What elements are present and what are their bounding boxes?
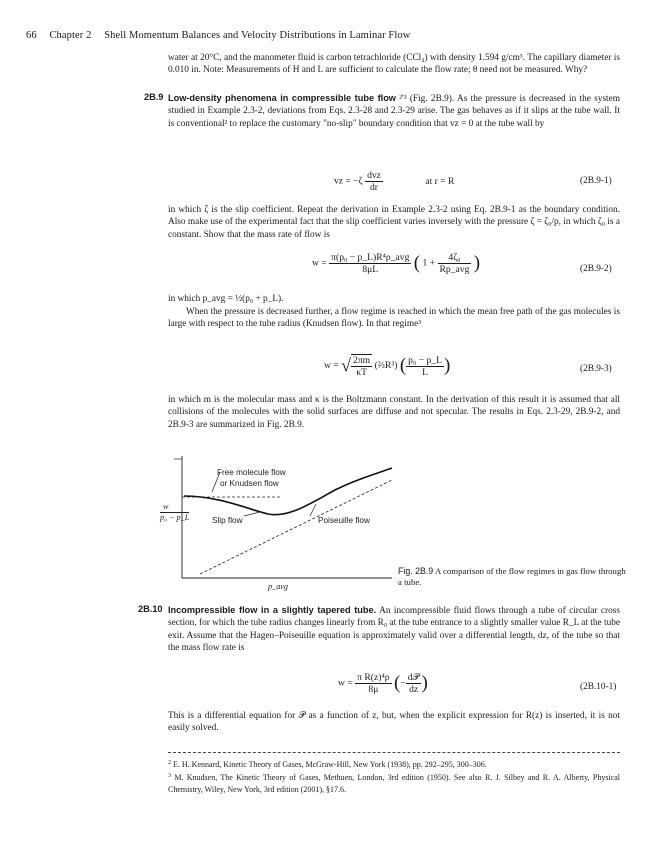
problem-number-2b9: 2B.9 <box>144 92 164 102</box>
chapter-label: Chapter 2 <box>49 30 92 41</box>
running-header <box>26 30 410 41</box>
eq2-paren-open: ( <box>413 252 421 274</box>
eq4-number: (2B.10-1) <box>580 682 617 692</box>
eq3-number: (2B.9-3) <box>580 364 612 374</box>
problem-2b9-para4-text: When the pressure is decreased further, a flow regime is reached in which the mean free path of the gas molecules is large with respect to the tube radius (Knudsen flow). In that regime³ <box>168 307 620 330</box>
eq4-minus: − <box>400 677 406 689</box>
eq4-num: π R(z)⁴ρ <box>357 672 390 683</box>
x-axis-label: p_avg <box>268 582 289 591</box>
label-poiseuille-flow: Poiseuille flow <box>318 516 370 525</box>
problem-2b10-para1 <box>168 604 620 655</box>
footnote-3-index: 3 <box>168 773 171 779</box>
problem-2b10-title: Incompressible flow in a slightly tapered tube. <box>168 605 377 615</box>
eq3-root-den: κT <box>351 366 372 378</box>
problem-2b10-para2-text: This is a differential equation for 𝒫 as a function of z, but, when the explicit expression for R(z) is inserted, it is not easily solved. <box>168 711 620 734</box>
problem-2b9-para5-text: in which m is the molecular mass and κ is the Boltzmann constant. In the derivation of this result it is assumed that all collisions of the molecules with the solid surfaces are diffuse and not specular. The results in Eqs. 2.3-29, 2B.9-2, and 2B.9-3 are summarized in Fig. 2B.9. <box>168 395 620 430</box>
problem-2b9-para2 <box>168 204 620 241</box>
flow-curve <box>184 468 392 515</box>
eq3-p-fraction <box>406 355 444 378</box>
eq4-paren-open: ( <box>393 672 401 694</box>
problem-2b9-para3-text: in which p_avg = ½(p₀ + p_L). <box>168 294 284 304</box>
eq3-paren-open: ( <box>399 355 407 376</box>
equation-2b9-3 <box>324 354 450 378</box>
footnote-3 <box>168 773 620 795</box>
eq2-fraction <box>329 252 411 275</box>
intro-text: water at 20°C, and the manometer fluid is carbon tetrachloride (CCl₄) with density 1.594 g/cm³. The capillary diameter is 0.010 in. Note: Measurements of H and L are sufficient to calculate the flow rate; θ need not be measured. Why? <box>168 53 620 76</box>
eq1-number: (2B.9-1) <box>580 176 612 186</box>
eq2-lhs: w = <box>312 257 327 269</box>
caption-number: Fig. 2B.9 <box>398 566 434 576</box>
problem-number-2b10: 2B.10 <box>138 604 163 614</box>
problem-2b9-title: Low-density phenomena in compressible tube flow <box>168 93 396 103</box>
eq1-condition: at r = R <box>425 175 455 187</box>
equation-2b10-1 <box>338 672 428 695</box>
equation-2b9-1 <box>334 170 454 193</box>
figure-2b9 <box>160 452 400 597</box>
eq2-den: 8μL <box>329 263 411 275</box>
problem-2b9-para1-text: As the pressure is decreased in the system studied in Example 2.3-2, deviations from Eqs. 2.3-28 and 2.3-29 arise. The gas behaves as if it slips at the tube wall. It is conventional² to replace the customary "no-slip" boundary condition that vz = 0 at the tube wall by <box>168 94 621 129</box>
eq1-lhs: vz = −ζ <box>334 175 363 187</box>
eq3-root-num: 2πm <box>353 355 371 366</box>
footnote-2 <box>168 760 620 772</box>
eq1-fraction <box>365 170 383 193</box>
eq3-paren-close: ) <box>443 355 451 376</box>
eq2-one-plus: 1 + <box>422 257 436 269</box>
footnote-2-index: 2 <box>168 760 171 766</box>
label-free-molecule: Free molecule flow <box>217 468 286 477</box>
eq3-root-fraction <box>351 354 372 378</box>
eq3-p-num: p₀ − p_L <box>408 354 442 366</box>
problem-2b9-para2-text: in which ζ is the slip coefficient. Repeat the derivation in Example 2.3-2 using Eq. 2B.9-1 as the boundary condition. Also make use of the experimental fact that the slip coefficient varies inversely with the pressure ζ = ζ₀/p, in which ζ₀ is a constant. Show that the mass rate of flow is <box>168 205 620 240</box>
problem-2b9-para5 <box>168 394 620 431</box>
problem-2b10-para1-text: An incompressible fluid flows through a tube of circular cross section, for which the tube radius changes linearly from R₀ at the tube entrance to a slightly smaller value R_L at the tube exit. Assume that the Hagen–Poiseuille equation is approximately valid over a differential length, dz, of the tube so that the mass flow rate is <box>168 606 621 654</box>
eq3-root: √ <box>341 355 352 376</box>
eq4-dden: dz <box>406 683 422 695</box>
eq4-paren-close: ) <box>421 672 428 694</box>
eq3-lhs: w = <box>324 360 339 372</box>
intro-paragraph <box>168 52 620 77</box>
problem-2b9-para3 <box>168 293 620 305</box>
slip-leader <box>244 512 260 516</box>
y-label-bottom: p₀ − p_L <box>160 513 190 522</box>
eq4-den: 8μ <box>355 683 391 695</box>
y-label-top: w <box>163 502 169 511</box>
poiseuille-leader <box>310 504 316 516</box>
poiseuille-asymptote <box>200 480 392 574</box>
eq3-mid: (⅔R³) <box>374 360 398 372</box>
eq4-dnum: d𝒫 <box>407 672 420 683</box>
eq1-num: dvz <box>367 170 381 181</box>
footnote-3-text: M. Knudsen, The Kinetic Theory of Gases, Methuen, London, 3rd edition (1950). See also R. J. Silbey and R. A. Alberty, Physical Chemistry, Wiley, New York, 3rd edition (2001), §17.6. <box>168 773 621 794</box>
label-knudsen: or Knudsen flow <box>220 479 279 488</box>
caption-text: A comparison of the flow regimes in gas flow through a tube. <box>398 566 626 587</box>
footnote-2-text: E. H. Kennard, Kinetic Theory of Gases, McGraw-Hill, New York (1938), pp. 292–295, 300–306. <box>173 760 487 769</box>
label-slip-flow: Slip flow <box>212 516 243 525</box>
eq2-inner-fraction <box>438 252 472 275</box>
problem-2b10-para2 <box>168 710 620 735</box>
eq4-fraction <box>355 672 391 695</box>
problem-2b9-title-note: ²'³ (Fig. 2B.9). <box>399 94 455 104</box>
problem-2b9-para4 <box>168 306 620 331</box>
figure-caption <box>398 566 628 588</box>
footnote-rule <box>168 752 620 753</box>
eq2-paren-close: ) <box>473 252 481 274</box>
eq2-inner-num: 4ζ₀ <box>448 252 461 263</box>
eq4-lhs: w = <box>338 677 353 689</box>
page-number: 66 <box>26 30 37 41</box>
eq4-dfraction <box>406 672 422 695</box>
eq2-num: π(p₀ − p_L)R⁴ρ_avg <box>331 252 410 263</box>
eq2-number: (2B.9-2) <box>580 264 612 274</box>
problem-2b9-para1 <box>168 92 620 130</box>
eq3-p-den: L <box>406 366 444 378</box>
equation-2b9-2 <box>312 252 480 275</box>
eq1-den: dr <box>365 181 383 193</box>
eq2-inner-den: Rp_avg <box>439 264 470 275</box>
running-title: Shell Momentum Balances and Velocity Distributions in Laminar Flow <box>104 30 411 41</box>
